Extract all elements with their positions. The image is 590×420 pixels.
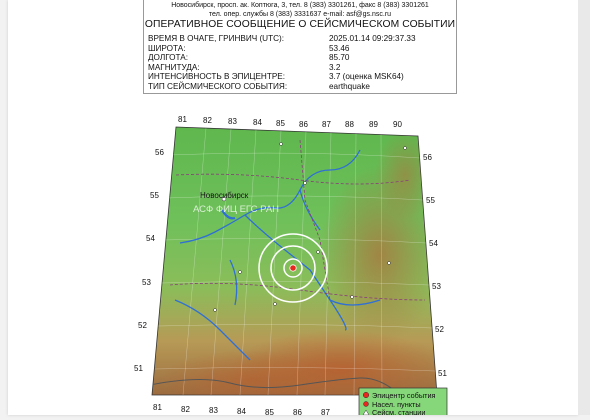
magnitude-label: МАГНИТУДА:: [148, 62, 200, 72]
city-label-novosibirsk: Новосибирск: [200, 191, 249, 200]
lon-tick-top: 82: [203, 116, 212, 125]
lon-tick-top: 87: [322, 120, 331, 129]
legend-epicenter-label: Эпицентр события: [372, 391, 436, 400]
lat-tick-right: 55: [426, 196, 435, 205]
latitude-value: 53.46: [329, 43, 350, 53]
time-label: ВРЕМЯ В ОЧАГЕ, ГРИНВИЧ (UTC):: [148, 34, 285, 43]
lat-tick-right: 51: [438, 369, 447, 378]
map-legend: [359, 388, 447, 415]
magnitude-value: 3.2: [329, 62, 341, 72]
time-value: 2025.01.14 09:29:37.33: [329, 34, 416, 43]
legend-epicenter-icon: [363, 392, 369, 398]
event-type-value: earthquake: [329, 81, 370, 91]
longitude-ticks-bottom: [153, 403, 330, 415]
lon-tick-top: 81: [178, 115, 187, 124]
lon-tick-top: 88: [345, 120, 354, 129]
legend-station-label: Сейсм. станции: [372, 408, 426, 415]
longitude-value: 85.70: [329, 53, 350, 62]
address-line: Новосибирск, просп. ак. Коптюга, 3, тел. 8 (383) 3301261, факс 8 (383) 3301261: [171, 2, 429, 9]
lon-tick-top: 83: [228, 117, 237, 126]
legend-settlement-label: Насел. пункты: [372, 400, 421, 409]
lon-tick-bottom: 87: [321, 408, 330, 415]
latitude-label: ШИРОТА:: [148, 43, 186, 53]
contacts-line: тел. опер. службы 8 (383) 3331637 e-mail: asf@gs.nsc.ru: [208, 11, 392, 18]
lon-tick-bottom: 81: [153, 403, 162, 412]
legend-settlement-icon: [364, 402, 369, 407]
lat-tick-right: 53: [432, 282, 441, 291]
lon-tick-bottom: 84: [237, 407, 246, 415]
lon-tick-bottom: 83: [209, 406, 218, 415]
lon-tick-bottom: 86: [293, 408, 302, 415]
intensity-value: 3.7 (оценка MSK64): [329, 72, 404, 81]
longitude-label: ДОЛГОТА:: [148, 53, 189, 62]
epicenter-marker: [290, 265, 296, 271]
lat-tick-left: 51: [134, 364, 143, 373]
lon-tick-top: 86: [299, 120, 308, 129]
lon-tick-bottom: 85: [265, 408, 274, 415]
lon-tick-top: 85: [276, 119, 285, 128]
longitude-ticks-top: [178, 115, 402, 129]
lat-tick-left: 54: [146, 234, 155, 243]
lat-tick-right: 52: [435, 325, 444, 334]
lon-tick-top: 89: [369, 120, 378, 129]
lon-tick-bottom: 82: [181, 405, 190, 414]
lon-tick-top: 90: [393, 120, 402, 129]
map-watermark: АСФ ФИЦ ЕГС РАН: [193, 204, 280, 215]
lon-tick-top: 84: [253, 118, 262, 127]
terrain-relief: [150, 127, 450, 410]
lat-tick-left: 52: [138, 321, 147, 330]
report-title: ОПЕРАТИВНОЕ СООБЩЕНИЕ О СЕЙСМИЧЕСКОМ СОБЫТИИ: [144, 19, 456, 30]
event-type-label: ТИП СЕЙСМИЧЕСКОГО СОБЫТИЯ:: [148, 81, 288, 91]
lat-tick-left: 55: [150, 191, 159, 200]
lat-tick-left: 56: [155, 148, 164, 157]
lat-tick-left: 53: [142, 278, 151, 287]
intensity-label: ИНТЕНСИВНОСТЬ В ЭПИЦЕНТРЕ:: [148, 72, 286, 81]
lat-tick-right: 56: [423, 153, 432, 162]
lat-tick-right: 54: [429, 239, 438, 248]
